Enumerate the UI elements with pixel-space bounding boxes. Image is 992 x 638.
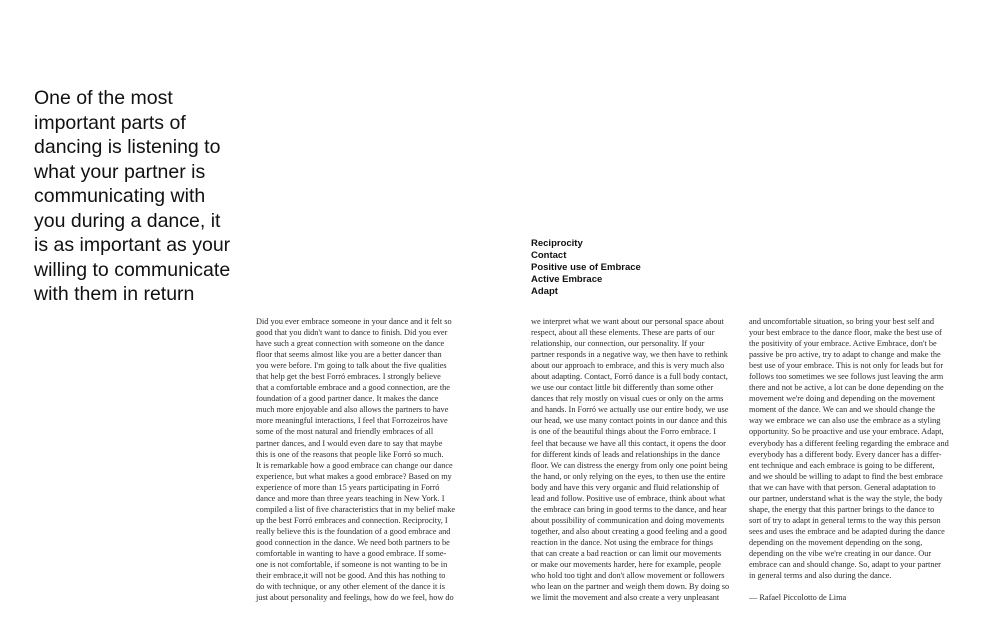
pull-quote-line: important parts of xyxy=(34,111,186,134)
pull-quote-line: communicating with xyxy=(34,185,206,207)
body-text-line: depending on the vibe we're creating in our dance. Our xyxy=(749,548,932,558)
body-text-line: way we embrace we can also use the embrace as a styling xyxy=(749,416,941,426)
pull-quote-line: you during a dance, it xyxy=(34,209,221,232)
body-text-line: reaction in the dance. Not using the embrace for things xyxy=(531,537,714,547)
body-text-line: experience, but what makes a good embrace? Based on my xyxy=(256,471,452,481)
body-text-line: who lean on the partner and weigh them down. By doing so xyxy=(531,582,730,592)
body-text-line: shape, the energy that this partner brings to the dance to xyxy=(749,504,935,514)
body-text-line: one is not comfortable, if someone is not wanting to be in xyxy=(256,560,448,570)
body-text-line: passive be pro active, try to adapt to change and make the xyxy=(749,350,941,360)
body-text-line: foundation of a good partner dance. It makes the dance xyxy=(256,394,439,404)
body-text-line: ent technique and each embrace is going to be different, xyxy=(749,460,935,470)
body-text-line: their embrace,it will not be good. And this has nothing to xyxy=(256,571,446,581)
body-text-line: have such a great connection with someone on the dance xyxy=(256,339,445,349)
body-text-line: relationship, our connection, our personality. If your xyxy=(531,339,705,349)
body-text-line: we interpret what we want about our personal space about xyxy=(531,317,724,326)
body-text-line: feel that because we have all this contact, it opens the door xyxy=(531,438,726,448)
body-text-line: or make our movements harder, here for example, people xyxy=(531,560,721,570)
body-text-line: your best embrace to the dance floor, make the best use of xyxy=(749,328,942,338)
body-text-line: is one of the beautiful things about the Forro embrace. I xyxy=(531,427,717,437)
body-column-3 xyxy=(749,316,967,603)
body-text-line: embrace can and should change. So, adapt to your partner xyxy=(749,560,941,570)
body-text-line: body and have this very organic and fluid relationship of xyxy=(531,482,720,492)
body-text-line: up the best Forró embraces and connection. Reciprocity, I xyxy=(256,515,448,525)
pull-quote-line: what your partner is xyxy=(34,160,206,183)
quality-positive-use-of-embrace: Positive use of Embrace xyxy=(531,262,641,273)
pull-quote xyxy=(34,86,264,307)
body-text-line: for different kinds of leads and relationships in the dance xyxy=(531,449,721,459)
body-text-line: everybody has a different feeling regarding the embrace and xyxy=(749,438,949,448)
body-text-line: that help get the best Forró embraces. I strongly believe xyxy=(256,372,441,382)
body-text-line: who hold too tight and don't allow movement or followers xyxy=(531,571,725,581)
author-signature: — Rafael Piccolotto de Lima xyxy=(749,593,847,603)
body-column-2 xyxy=(531,316,749,603)
pull-quote-line: with them in return xyxy=(34,283,195,305)
body-text-line: everybody has a different body. Every dancer has a differ- xyxy=(749,449,942,459)
body-text-line: about possibility of communication and doing movements xyxy=(531,515,725,525)
body-text-line: that we can have with that person. General adaptation to xyxy=(749,482,936,492)
body-text-line: about our approach to embrace, and this is very much also xyxy=(531,361,725,371)
pull-quote-line: willing to communicate xyxy=(34,258,231,281)
body-text-line: dances that rely mostly on visual cues or only on the arms xyxy=(531,394,724,404)
body-text-line: floor. We can distress the energy from only one point being xyxy=(531,460,728,470)
body-text-line: just about personality and feelings, how do we feel, how do xyxy=(256,593,454,603)
body-text-line: Did you ever embrace someone in your dance and it felt so xyxy=(256,317,452,326)
body-text-line: floor that seems almost like you are a better dancer than xyxy=(256,350,442,360)
body-text-line: really believe this is the foundation of a good embrace and xyxy=(256,526,451,536)
body-text-line: moment of the dance. We can and we should change the xyxy=(749,405,936,415)
body-text-line: and uncomfortable situation, so bring your best self and xyxy=(749,317,935,326)
body-text-line: the positivity of your embrace. Active Embrace, don't be xyxy=(749,339,937,349)
body-text-line: this is one of the reasons that people like Forró so much. xyxy=(256,449,444,459)
body-text-line: we use our contact little bit differently than some other xyxy=(531,383,714,393)
quality-active-embrace: Active Embrace xyxy=(531,274,603,285)
body-text-line: sees and uses the embrace and be adapted during the dance xyxy=(749,526,945,536)
body-text-line: comfortable in wanting to have a good embrace. If some- xyxy=(256,548,447,558)
body-text-line: partner dances, and I would even dare to say that maybe xyxy=(256,438,443,448)
body-text-line: some of the most natural and friendly embraces of all xyxy=(256,427,434,437)
body-text-line: lead and follow. Positive use of embrace, think about what xyxy=(531,493,726,503)
body-text-line: together, and also about creating a good feeling and a good xyxy=(531,526,727,536)
body-text-line: best use of your embrace. This is not only for leads but for xyxy=(749,361,944,371)
quality-contact: Contact xyxy=(531,250,567,261)
qualities-list xyxy=(531,238,641,298)
body-text-line: dance and more than three years teaching in New York. I xyxy=(256,493,445,503)
body-text-line: good connection in the dance. We need both partners to be xyxy=(256,537,450,547)
body-text-line: respect, about all these elements. These are parts of our xyxy=(531,328,715,338)
body-text-line: much more enjoyable and also allows the partners to have xyxy=(256,405,449,415)
body-column-1 xyxy=(256,316,474,603)
body-text-line: our partner, understand what is the way the style, the body xyxy=(749,493,943,503)
body-text-line: our head, we use many contact points in our dance and this xyxy=(531,416,727,426)
body-text-line: about adapting. Contact, Forró dance is a full body contact, xyxy=(531,372,728,382)
quality-adapt: Adapt xyxy=(531,286,558,297)
pull-quote-line: One of the most xyxy=(34,87,173,109)
body-text-line: sort of try to adapt in general terms to the way this person xyxy=(749,515,941,525)
body-text-line: you were before. I'm going to talk about the five qualities xyxy=(256,361,447,371)
body-text-line: It is remarkable how a good embrace can change our dance xyxy=(256,460,453,470)
body-text-line: there and not be active, a lot can be done depending on the xyxy=(749,383,944,393)
pull-quote-line: is as important as your xyxy=(34,234,231,256)
body-text-line: the hand, or only relying on the eyes, to then use the entire xyxy=(531,471,726,481)
body-text-line: and hands. In Forró we actually use our entire body, we use xyxy=(531,405,729,415)
body-text-line: do with technique, or any other element of the dance it is xyxy=(256,582,445,592)
body-text-line: follows too sometimes we see follows just leaving the arm xyxy=(749,372,944,382)
body-text-line: in general terms and also during the dance. xyxy=(749,571,892,581)
body-text-line: movement we're doing and depending on the movement xyxy=(749,394,936,404)
body-text-line: more meaningful interactions, I feel that Forrozeiros have xyxy=(256,416,448,426)
body-text-line: we limit the movement and also create a very unpleasant xyxy=(531,593,720,603)
body-text-line: opportunity. So be proactive and use your embrace. Adapt, xyxy=(749,427,944,437)
body-text-line: that can create a bad reaction or can limit our movements xyxy=(531,548,722,558)
body-text-line: that a comfortable embrace and a good connection, are the xyxy=(256,383,450,393)
body-text-line: compiled a list of five characteristics that in my belief make xyxy=(256,504,456,514)
quality-reciprocity: Reciprocity xyxy=(531,238,583,249)
body-text-line: experience of more than 15 years participating in Forró xyxy=(256,482,440,492)
body-text-line: partner responds in a negative way, we then have to rethink xyxy=(531,350,728,360)
body-text-line: and we should be willing to adapt to find the best embrace xyxy=(749,471,943,481)
pull-quote-line: dancing is listening to xyxy=(34,136,221,158)
body-text-line: the embrace can bring in good terms to the dance, and hear xyxy=(531,504,727,514)
body-text-line: depending on the movement depending on the song, xyxy=(749,537,923,547)
body-text-line: good that you didn't want to dance to finish. Did you ever xyxy=(256,328,448,338)
